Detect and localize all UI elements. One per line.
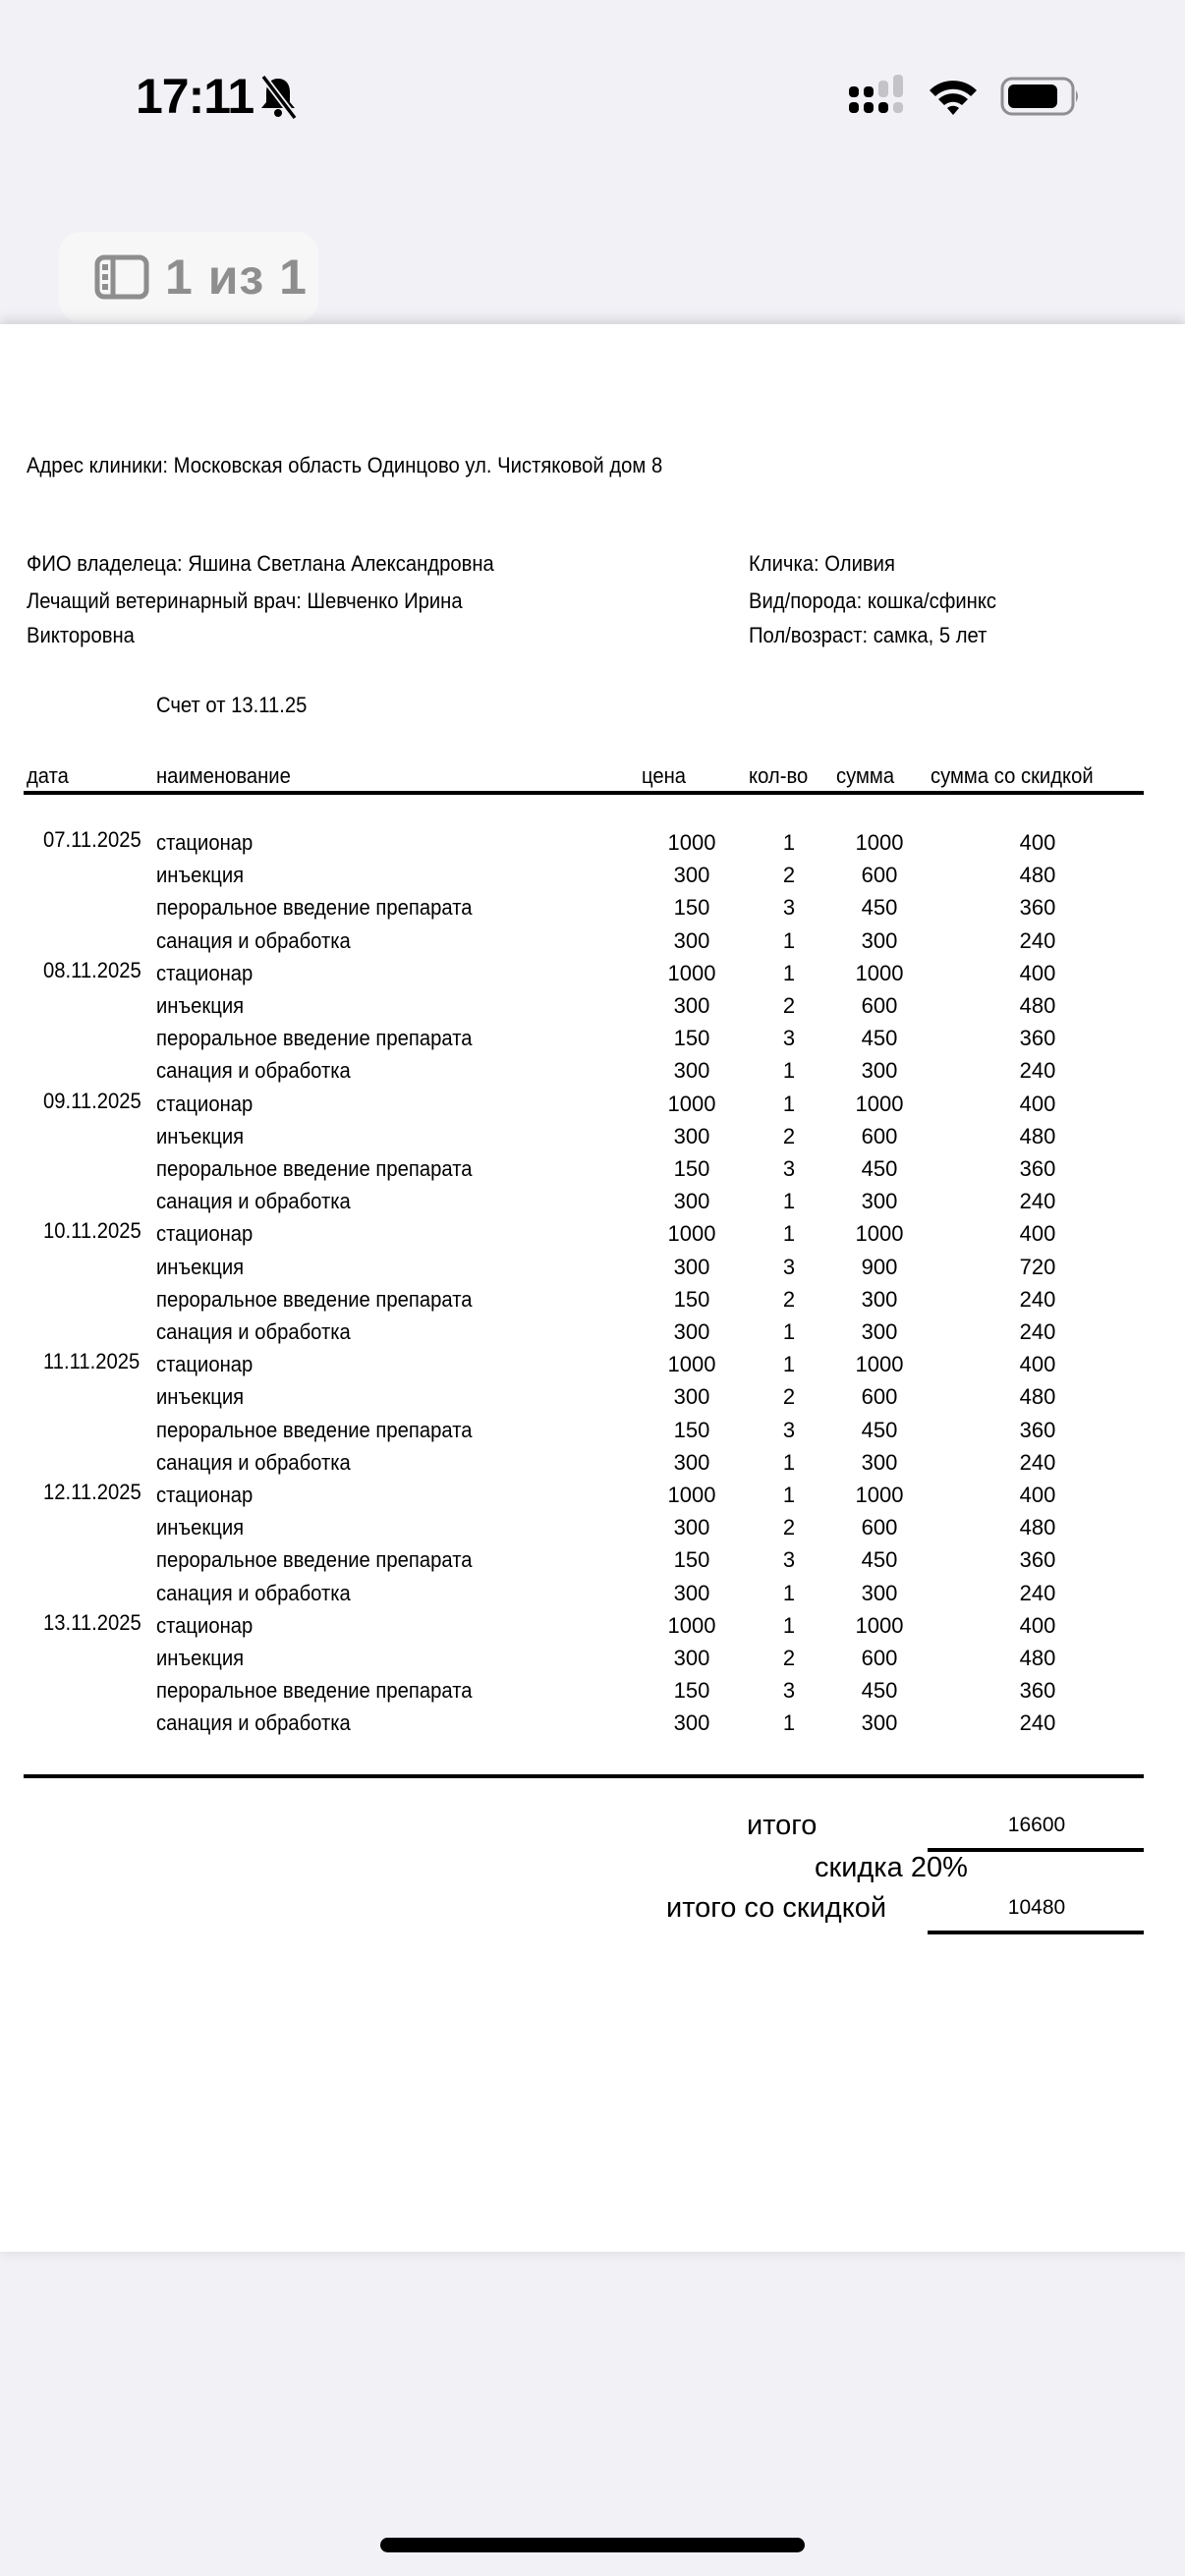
row-sum: 300 xyxy=(861,1058,898,1084)
row-price: 300 xyxy=(673,863,710,888)
clinic-address: Адрес клиники: Московская область Одинцово ул. Чистяковой дом 8 xyxy=(27,453,663,477)
row-sum: 300 xyxy=(861,1449,898,1475)
row-sum-discount: 360 xyxy=(1019,1547,1056,1573)
row-sum: 450 xyxy=(861,1678,898,1704)
row-name: стационар xyxy=(156,1612,254,1638)
row-sum-discount: 240 xyxy=(1019,1286,1056,1312)
row-qty: 2 xyxy=(782,1123,796,1148)
table-row xyxy=(0,1090,1185,1122)
invoice-title: Счет от 13.11.25 xyxy=(156,693,308,717)
row-qty: 1 xyxy=(782,1058,796,1084)
row-price: 150 xyxy=(673,1547,710,1573)
row-qty: 1 xyxy=(782,1189,796,1214)
row-sum: 450 xyxy=(861,895,898,921)
table-row xyxy=(0,1644,1185,1676)
row-qty: 3 xyxy=(782,1417,796,1442)
col-date: дата xyxy=(27,763,69,788)
row-sum-discount: 400 xyxy=(1019,1221,1056,1247)
row-price: 300 xyxy=(673,993,710,1018)
table-row xyxy=(0,1219,1185,1252)
row-price: 150 xyxy=(673,895,710,921)
table-row xyxy=(0,1513,1185,1545)
row-sum: 600 xyxy=(861,1646,898,1670)
row-sum: 450 xyxy=(861,1417,898,1442)
battery-icon xyxy=(1000,77,1081,116)
row-qty: 2 xyxy=(782,1515,796,1540)
row-sum-discount: 360 xyxy=(1019,895,1056,921)
table-row xyxy=(0,1676,1185,1708)
row-price: 150 xyxy=(673,1417,710,1442)
row-sum-discount: 240 xyxy=(1019,927,1056,953)
row-qty: 1 xyxy=(782,1580,796,1605)
row-name: санация и обработка xyxy=(156,1058,351,1084)
table-row xyxy=(0,1545,1185,1578)
row-name: стационар xyxy=(156,960,254,985)
row-name: инъекция xyxy=(156,1515,245,1540)
table-row xyxy=(0,1579,1185,1611)
header-rule xyxy=(24,791,1144,795)
col-price: цена xyxy=(642,763,687,788)
col-sum-discount: сумма со скидкой xyxy=(931,763,1094,788)
row-sum: 1000 xyxy=(855,1612,904,1638)
row-sum: 450 xyxy=(861,1026,898,1051)
total-label: итого xyxy=(747,1810,818,1841)
row-price: 300 xyxy=(673,1710,710,1736)
wifi-icon xyxy=(928,77,979,116)
row-name: стационар xyxy=(156,1091,254,1116)
doctor-name-line1: Лечащий ветеринарный врач: Шевченко Ирина xyxy=(27,588,463,613)
doctor-name-line2: Викторовна xyxy=(27,623,135,647)
row-qty: 2 xyxy=(782,863,796,888)
table-row xyxy=(0,1253,1185,1285)
row-sum-discount: 240 xyxy=(1019,1580,1056,1605)
col-qty: кол-во xyxy=(749,763,809,788)
table-row xyxy=(0,1611,1185,1644)
row-price: 300 xyxy=(673,1580,710,1605)
row-qty: 1 xyxy=(782,1449,796,1475)
row-price: 1000 xyxy=(667,1221,716,1247)
row-price: 150 xyxy=(673,1678,710,1704)
row-sum: 300 xyxy=(861,1710,898,1736)
table-row xyxy=(0,1350,1185,1382)
row-name: инъекция xyxy=(156,863,245,888)
row-sum: 450 xyxy=(861,1156,898,1181)
row-name: санация и обработка xyxy=(156,1319,351,1344)
table-row xyxy=(0,861,1185,893)
row-sum-discount: 400 xyxy=(1019,1612,1056,1638)
row-name: пероральное введение препарата xyxy=(156,1286,473,1312)
page-indicator[interactable] xyxy=(59,232,318,322)
row-sum-discount: 360 xyxy=(1019,1417,1056,1442)
row-price: 300 xyxy=(673,1189,710,1214)
row-name: стационар xyxy=(156,1352,254,1377)
row-price: 1000 xyxy=(667,960,716,985)
row-qty: 2 xyxy=(782,1646,796,1670)
table-row xyxy=(0,1056,1185,1089)
table-row xyxy=(0,1448,1185,1481)
row-sum-discount: 480 xyxy=(1019,1123,1056,1148)
row-sum: 1000 xyxy=(855,960,904,985)
page-counter: 1 из 1 xyxy=(165,250,308,305)
home-indicator[interactable] xyxy=(380,2538,805,2552)
row-sum-discount: 360 xyxy=(1019,1678,1056,1704)
row-sum-discount: 240 xyxy=(1019,1319,1056,1344)
row-sum-discount: 240 xyxy=(1019,1189,1056,1214)
row-sum: 300 xyxy=(861,1286,898,1312)
total-discount-rule xyxy=(928,1931,1144,1934)
row-name: инъекция xyxy=(156,1123,245,1148)
row-date: 09.11.2025 xyxy=(43,1088,141,1113)
row-qty: 1 xyxy=(782,1483,796,1507)
row-name: пероральное введение препарата xyxy=(156,1026,473,1051)
row-qty: 3 xyxy=(782,895,796,921)
row-sum-discount: 480 xyxy=(1019,863,1056,888)
pet-sex-age: Пол/возраст: самка, 5 лет xyxy=(749,623,988,647)
row-sum: 1000 xyxy=(855,830,904,855)
row-price: 150 xyxy=(673,1286,710,1312)
table-row xyxy=(0,1024,1185,1056)
table-row xyxy=(0,1154,1185,1187)
row-qty: 1 xyxy=(782,1319,796,1344)
table-row xyxy=(0,1708,1185,1741)
cellular-signal-icon xyxy=(849,75,910,118)
row-sum-discount: 240 xyxy=(1019,1449,1056,1475)
row-price: 150 xyxy=(673,1026,710,1051)
row-sum: 600 xyxy=(861,863,898,888)
row-qty: 3 xyxy=(782,1026,796,1051)
row-sum: 300 xyxy=(861,927,898,953)
table-row xyxy=(0,959,1185,991)
col-sum: сумма xyxy=(836,763,895,788)
row-date: 12.11.2025 xyxy=(43,1480,141,1504)
row-name: санация и обработка xyxy=(156,1580,351,1605)
row-sum: 600 xyxy=(861,1515,898,1540)
row-qty: 3 xyxy=(782,1254,796,1279)
row-price: 300 xyxy=(673,1384,710,1410)
row-sum-discount: 480 xyxy=(1019,1384,1056,1410)
pet-name: Кличка: Оливия xyxy=(749,551,895,576)
table-row xyxy=(0,828,1185,861)
row-name: пероральное введение препарата xyxy=(156,895,473,921)
table-row xyxy=(0,1187,1185,1219)
row-sum-discount: 240 xyxy=(1019,1710,1056,1736)
table-bottom-rule xyxy=(24,1774,1144,1778)
row-price: 300 xyxy=(673,1646,710,1670)
row-price: 300 xyxy=(673,927,710,953)
table-row xyxy=(0,893,1185,925)
table-row xyxy=(0,1285,1185,1317)
row-price: 300 xyxy=(673,1449,710,1475)
row-sum: 1000 xyxy=(855,1483,904,1507)
row-price: 300 xyxy=(673,1123,710,1148)
row-price: 300 xyxy=(673,1058,710,1084)
row-sum-discount: 400 xyxy=(1019,1091,1056,1116)
row-qty: 1 xyxy=(782,1091,796,1116)
bell-slash-icon xyxy=(254,73,303,122)
row-name: инъекция xyxy=(156,1384,245,1410)
row-sum-discount: 480 xyxy=(1019,993,1056,1018)
row-sum-discount: 360 xyxy=(1019,1026,1056,1051)
document-page xyxy=(0,324,1185,2252)
row-name: санация и обработка xyxy=(156,1710,351,1736)
row-sum: 600 xyxy=(861,1384,898,1410)
row-price: 150 xyxy=(673,1156,710,1181)
total-value: 16600 xyxy=(1007,1814,1066,1836)
row-sum: 900 xyxy=(861,1254,898,1279)
row-qty: 1 xyxy=(782,1352,796,1377)
table-row xyxy=(0,1481,1185,1513)
table-row xyxy=(0,1416,1185,1448)
row-price: 300 xyxy=(673,1254,710,1279)
table-row xyxy=(0,1122,1185,1154)
row-sum-discount: 400 xyxy=(1019,960,1056,985)
row-qty: 3 xyxy=(782,1156,796,1181)
row-qty: 2 xyxy=(782,1384,796,1410)
row-sum: 600 xyxy=(861,993,898,1018)
row-sum: 300 xyxy=(861,1580,898,1605)
row-name: инъекция xyxy=(156,1646,245,1670)
row-sum: 600 xyxy=(861,1123,898,1148)
row-qty: 1 xyxy=(782,960,796,985)
row-date: 11.11.2025 xyxy=(43,1349,141,1374)
row-name: санация и обработка xyxy=(156,1189,351,1214)
row-qty: 1 xyxy=(782,1221,796,1247)
table-row xyxy=(0,926,1185,959)
owner-name: ФИО владелеца: Яшина Светлана Александровна xyxy=(27,551,494,576)
row-qty: 3 xyxy=(782,1547,796,1573)
row-name: пероральное введение препарата xyxy=(156,1156,473,1181)
row-sum: 300 xyxy=(861,1189,898,1214)
row-price: 300 xyxy=(673,1319,710,1344)
row-name: стационар xyxy=(156,1221,254,1247)
row-sum-discount: 480 xyxy=(1019,1646,1056,1670)
row-qty: 1 xyxy=(782,1710,796,1736)
row-sum-discount: 400 xyxy=(1019,1483,1056,1507)
row-price: 1000 xyxy=(667,1352,716,1377)
row-price: 1000 xyxy=(667,1612,716,1638)
row-sum-discount: 360 xyxy=(1019,1156,1056,1181)
status-time: 17:11 xyxy=(136,69,254,124)
row-sum-discount: 240 xyxy=(1019,1058,1056,1084)
row-price: 1000 xyxy=(667,1091,716,1116)
row-sum-discount: 400 xyxy=(1019,830,1056,855)
row-qty: 2 xyxy=(782,1286,796,1312)
table-row xyxy=(0,991,1185,1024)
row-date: 10.11.2025 xyxy=(43,1218,141,1244)
col-name: наименование xyxy=(156,763,291,788)
row-price: 1000 xyxy=(667,1483,716,1507)
table-row xyxy=(0,1382,1185,1415)
row-name: пероральное введение препарата xyxy=(156,1417,473,1442)
table-row xyxy=(0,1317,1185,1350)
row-sum: 1000 xyxy=(855,1221,904,1247)
discount-label: скидка 20% xyxy=(815,1852,968,1883)
row-date: 08.11.2025 xyxy=(43,957,141,982)
row-qty: 1 xyxy=(782,927,796,953)
row-sum-discount: 480 xyxy=(1019,1515,1056,1540)
row-price: 1000 xyxy=(667,830,716,855)
row-name: пероральное введение препарата xyxy=(156,1547,473,1573)
sidebar-icon[interactable] xyxy=(94,254,149,300)
total-discount-label: итого со скидкой xyxy=(666,1892,887,1924)
row-date: 13.11.2025 xyxy=(43,1609,141,1635)
row-qty: 2 xyxy=(782,993,796,1018)
row-name: пероральное введение препарата xyxy=(156,1678,473,1704)
pet-breed: Вид/порода: кошка/сфинкс xyxy=(749,588,997,613)
row-sum: 1000 xyxy=(855,1352,904,1377)
total-discount-value: 10480 xyxy=(1007,1896,1066,1919)
row-name: стационар xyxy=(156,1483,254,1507)
row-sum: 300 xyxy=(861,1319,898,1344)
row-qty: 1 xyxy=(782,830,796,855)
row-qty: 3 xyxy=(782,1678,796,1704)
row-sum-discount: 400 xyxy=(1019,1352,1056,1377)
row-name: санация и обработка xyxy=(156,1449,351,1475)
row-sum-discount: 720 xyxy=(1019,1254,1056,1279)
row-qty: 1 xyxy=(782,1612,796,1638)
row-name: санация и обработка xyxy=(156,927,351,953)
row-name: инъекция xyxy=(156,1254,245,1279)
row-price: 300 xyxy=(673,1515,710,1540)
row-sum: 450 xyxy=(861,1547,898,1573)
row-date: 07.11.2025 xyxy=(43,827,141,852)
row-sum: 1000 xyxy=(855,1091,904,1116)
row-name: стационар xyxy=(156,830,254,855)
row-name: инъекция xyxy=(156,993,245,1018)
